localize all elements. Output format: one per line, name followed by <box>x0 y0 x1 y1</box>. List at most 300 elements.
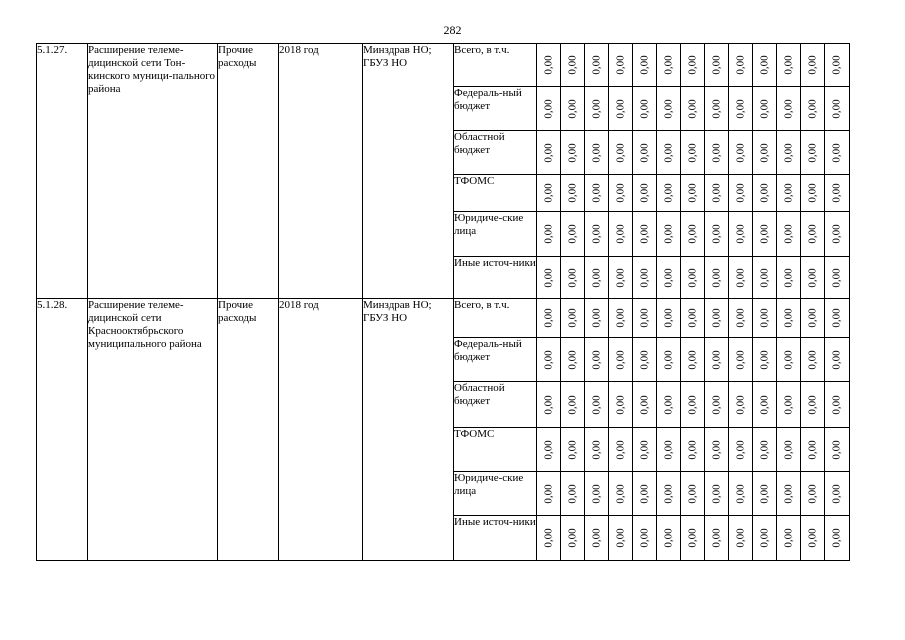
amount-cell <box>561 257 585 299</box>
amount-value: 0,00 <box>566 528 578 548</box>
amount-value: 0,00 <box>806 394 818 415</box>
amount-value: 0,00 <box>734 528 746 548</box>
amount-value: 0,00 <box>614 142 626 163</box>
amount-cell <box>657 516 681 561</box>
amount-cell <box>753 131 777 175</box>
amount-cell <box>729 44 753 87</box>
amount-cell <box>729 212 753 257</box>
amount-cell <box>705 472 729 516</box>
budget-table <box>36 43 850 561</box>
amount-cell <box>705 44 729 87</box>
amount-value: 0,00 <box>806 142 818 163</box>
amount-cell <box>657 87 681 131</box>
amount-value: 0,00 <box>830 483 843 504</box>
amount-cell <box>705 175 729 212</box>
amount-value: 0,00 <box>566 394 578 415</box>
amount-cell <box>633 472 657 516</box>
amount-value: 0,00 <box>830 98 843 119</box>
amount-cell <box>705 338 729 382</box>
amount-value: 0,00 <box>758 55 770 75</box>
amount-value: 0,00 <box>782 394 794 415</box>
amount-value: 0,00 <box>734 308 746 328</box>
amount-cell <box>753 212 777 257</box>
amount-cell <box>825 87 850 131</box>
amount-cell <box>705 428 729 472</box>
amount-cell <box>753 175 777 212</box>
amount-value: 0,00 <box>758 439 770 460</box>
amount-value: 0,00 <box>710 439 722 460</box>
amount-cell <box>681 428 705 472</box>
amount-value: 0,00 <box>710 142 722 163</box>
amount-cell <box>537 428 561 472</box>
amount-cell <box>729 131 753 175</box>
amount-cell <box>705 131 729 175</box>
amount-cell <box>681 516 705 561</box>
row-executor: Минздрав НО; ГБУЗ НО <box>363 299 454 561</box>
amount-value: 0,00 <box>830 183 843 203</box>
amount-value: 0,00 <box>614 528 626 548</box>
amount-value: 0,00 <box>590 224 602 244</box>
amount-cell <box>609 516 633 561</box>
amount-cell <box>753 87 777 131</box>
amount-value: 0,00 <box>782 483 794 504</box>
amount-cell <box>681 338 705 382</box>
amount-value: 0,00 <box>614 439 626 460</box>
amount-value: 0,00 <box>662 142 674 163</box>
amount-cell <box>561 212 585 257</box>
amount-value: 0,00 <box>758 308 770 328</box>
amount-cell <box>729 87 753 131</box>
amount-cell <box>681 131 705 175</box>
amount-cell <box>777 212 801 257</box>
amount-cell <box>633 428 657 472</box>
amount-value: 0,00 <box>590 394 602 415</box>
amount-cell <box>681 87 705 131</box>
amount-value: 0,00 <box>614 394 626 415</box>
amount-value: 0,00 <box>662 98 674 119</box>
amount-cell <box>633 131 657 175</box>
funding-source-label: Юридиче-ские лица <box>454 212 537 257</box>
amount-cell <box>537 87 561 131</box>
amount-value: 0,00 <box>758 394 770 415</box>
amount-value: 0,00 <box>542 98 554 119</box>
amount-value: 0,00 <box>686 267 698 288</box>
amount-cell <box>585 382 609 428</box>
amount-value: 0,00 <box>710 528 722 548</box>
amount-value: 0,00 <box>686 224 698 244</box>
amount-value: 0,00 <box>614 183 626 203</box>
amount-cell <box>729 257 753 299</box>
amount-cell <box>561 338 585 382</box>
amount-cell <box>657 338 681 382</box>
amount-cell <box>561 131 585 175</box>
amount-value: 0,00 <box>806 439 818 460</box>
amount-value: 0,00 <box>686 483 698 504</box>
row-name: Расширение телеме-дицинской сети Краснооктябрьского муниципального района <box>88 299 218 561</box>
amount-cell <box>657 212 681 257</box>
amount-cell <box>801 382 825 428</box>
amount-value: 0,00 <box>614 55 626 75</box>
amount-cell <box>537 338 561 382</box>
amount-cell <box>633 87 657 131</box>
amount-cell <box>585 472 609 516</box>
amount-value: 0,00 <box>686 394 698 415</box>
amount-cell <box>609 428 633 472</box>
amount-cell <box>777 44 801 87</box>
amount-value: 0,00 <box>710 98 722 119</box>
amount-value: 0,00 <box>734 55 746 75</box>
amount-value: 0,00 <box>782 224 794 244</box>
amount-cell <box>633 299 657 338</box>
amount-cell <box>585 44 609 87</box>
amount-value: 0,00 <box>542 439 554 460</box>
amount-cell <box>705 212 729 257</box>
amount-value: 0,00 <box>782 98 794 119</box>
amount-value: 0,00 <box>806 308 818 328</box>
amount-cell <box>537 299 561 338</box>
amount-cell <box>561 299 585 338</box>
amount-value: 0,00 <box>734 349 746 370</box>
amount-cell <box>537 382 561 428</box>
amount-value: 0,00 <box>686 142 698 163</box>
amount-cell <box>825 44 850 87</box>
table-body <box>37 44 850 561</box>
amount-value: 0,00 <box>542 308 554 328</box>
amount-value: 0,00 <box>806 224 818 244</box>
amount-value: 0,00 <box>638 528 650 548</box>
amount-cell <box>729 382 753 428</box>
amount-value: 0,00 <box>686 183 698 203</box>
amount-value: 0,00 <box>710 267 722 288</box>
amount-cell <box>753 44 777 87</box>
amount-value: 0,00 <box>758 98 770 119</box>
amount-cell <box>705 257 729 299</box>
table-row <box>37 299 850 338</box>
amount-value: 0,00 <box>710 55 722 75</box>
amount-cell <box>657 175 681 212</box>
amount-value: 0,00 <box>542 267 554 288</box>
funding-source-label: Федераль-ный бюджет <box>454 87 537 131</box>
amount-cell <box>729 175 753 212</box>
amount-cell <box>561 87 585 131</box>
amount-value: 0,00 <box>566 308 578 328</box>
amount-cell <box>753 428 777 472</box>
amount-value: 0,00 <box>734 142 746 163</box>
amount-cell <box>825 131 850 175</box>
amount-value: 0,00 <box>662 55 674 75</box>
amount-value: 0,00 <box>638 224 650 244</box>
amount-cell <box>825 175 850 212</box>
amount-value: 0,00 <box>566 224 578 244</box>
amount-value: 0,00 <box>758 224 770 244</box>
amount-cell <box>657 299 681 338</box>
funding-source-label: Всего, в т.ч. <box>454 299 537 338</box>
amount-value: 0,00 <box>662 394 674 415</box>
amount-value: 0,00 <box>830 528 843 548</box>
amount-value: 0,00 <box>782 528 794 548</box>
amount-value: 0,00 <box>542 349 554 370</box>
amount-cell <box>777 131 801 175</box>
amount-cell <box>681 44 705 87</box>
amount-value: 0,00 <box>782 183 794 203</box>
amount-cell <box>633 44 657 87</box>
amount-value: 0,00 <box>638 349 650 370</box>
amount-cell <box>681 382 705 428</box>
amount-cell <box>801 212 825 257</box>
amount-value: 0,00 <box>830 394 843 415</box>
amount-value: 0,00 <box>806 349 818 370</box>
amount-value: 0,00 <box>590 98 602 119</box>
amount-cell <box>753 257 777 299</box>
amount-cell <box>753 338 777 382</box>
amount-value: 0,00 <box>614 349 626 370</box>
amount-value: 0,00 <box>542 394 554 415</box>
amount-value: 0,00 <box>782 55 794 75</box>
amount-value: 0,00 <box>566 55 578 75</box>
amount-value: 0,00 <box>806 98 818 119</box>
amount-cell <box>777 175 801 212</box>
amount-cell <box>657 428 681 472</box>
amount-value: 0,00 <box>590 142 602 163</box>
amount-cell <box>825 299 850 338</box>
amount-value: 0,00 <box>710 224 722 244</box>
amount-cell <box>633 257 657 299</box>
amount-value: 0,00 <box>590 439 602 460</box>
funding-source-label: Всего, в т.ч. <box>454 44 537 87</box>
amount-value: 0,00 <box>830 224 843 244</box>
row-code: 5.1.27. <box>37 44 88 299</box>
amount-cell <box>537 44 561 87</box>
amount-cell <box>777 338 801 382</box>
amount-value: 0,00 <box>638 439 650 460</box>
amount-cell <box>585 299 609 338</box>
amount-cell <box>585 428 609 472</box>
amount-value: 0,00 <box>710 483 722 504</box>
amount-cell <box>561 516 585 561</box>
amount-cell <box>825 428 850 472</box>
amount-cell <box>561 175 585 212</box>
amount-value: 0,00 <box>542 142 554 163</box>
amount-value: 0,00 <box>614 98 626 119</box>
amount-cell <box>825 472 850 516</box>
amount-cell <box>537 212 561 257</box>
amount-value: 0,00 <box>830 439 843 460</box>
amount-value: 0,00 <box>638 267 650 288</box>
amount-value: 0,00 <box>662 267 674 288</box>
amount-value: 0,00 <box>542 528 554 548</box>
amount-cell <box>705 516 729 561</box>
amount-value: 0,00 <box>566 483 578 504</box>
amount-cell <box>657 382 681 428</box>
amount-value: 0,00 <box>614 483 626 504</box>
amount-value: 0,00 <box>782 142 794 163</box>
amount-value: 0,00 <box>830 267 843 288</box>
amount-cell <box>825 212 850 257</box>
amount-value: 0,00 <box>734 98 746 119</box>
amount-value: 0,00 <box>758 183 770 203</box>
amount-cell <box>801 299 825 338</box>
amount-cell <box>801 175 825 212</box>
amount-cell <box>825 382 850 428</box>
amount-value: 0,00 <box>710 394 722 415</box>
amount-cell <box>777 87 801 131</box>
amount-value: 0,00 <box>782 267 794 288</box>
amount-cell <box>537 472 561 516</box>
amount-cell <box>585 131 609 175</box>
funding-source-label: Областной бюджет <box>454 382 537 428</box>
amount-cell <box>705 299 729 338</box>
amount-cell <box>801 131 825 175</box>
amount-cell <box>657 131 681 175</box>
amount-cell <box>585 516 609 561</box>
amount-cell <box>681 212 705 257</box>
amount-value: 0,00 <box>710 308 722 328</box>
amount-value: 0,00 <box>758 349 770 370</box>
row-period: 2018 год <box>279 44 363 299</box>
amount-value: 0,00 <box>734 267 746 288</box>
amount-cell <box>609 472 633 516</box>
row-expense-type: Прочие расходы <box>218 44 279 299</box>
amount-value: 0,00 <box>662 349 674 370</box>
funding-source-label: Иные источ-ники <box>454 516 537 561</box>
amount-cell <box>801 516 825 561</box>
amount-value: 0,00 <box>710 183 722 203</box>
amount-cell <box>729 428 753 472</box>
amount-cell <box>609 87 633 131</box>
amount-cell <box>825 338 850 382</box>
amount-cell <box>609 175 633 212</box>
amount-cell <box>681 299 705 338</box>
amount-cell <box>753 472 777 516</box>
amount-value: 0,00 <box>830 142 843 163</box>
amount-cell <box>609 299 633 338</box>
amount-value: 0,00 <box>590 528 602 548</box>
amount-cell <box>585 257 609 299</box>
amount-cell <box>609 338 633 382</box>
amount-cell <box>801 87 825 131</box>
amount-value: 0,00 <box>758 267 770 288</box>
funding-source-label: Иные источ-ники <box>454 257 537 299</box>
amount-cell <box>729 472 753 516</box>
amount-value: 0,00 <box>686 55 698 75</box>
amount-cell <box>753 516 777 561</box>
amount-value: 0,00 <box>806 528 818 548</box>
amount-value: 0,00 <box>662 224 674 244</box>
amount-cell <box>609 131 633 175</box>
amount-cell <box>777 299 801 338</box>
amount-value: 0,00 <box>614 224 626 244</box>
amount-cell <box>585 175 609 212</box>
amount-cell <box>729 516 753 561</box>
amount-cell <box>777 516 801 561</box>
amount-cell <box>705 382 729 428</box>
amount-value: 0,00 <box>782 349 794 370</box>
funding-source-label: Юридиче-ские лица <box>454 472 537 516</box>
amount-value: 0,00 <box>590 349 602 370</box>
amount-value: 0,00 <box>638 98 650 119</box>
amount-value: 0,00 <box>638 183 650 203</box>
amount-value: 0,00 <box>638 142 650 163</box>
amount-cell <box>801 338 825 382</box>
amount-value: 0,00 <box>566 267 578 288</box>
amount-value: 0,00 <box>566 142 578 163</box>
amount-cell <box>825 257 850 299</box>
amount-value: 0,00 <box>566 439 578 460</box>
amount-cell <box>633 212 657 257</box>
row-name: Расширение телеме-дицинской сети Тон-кинского муници-пального района <box>88 44 218 299</box>
amount-cell <box>561 428 585 472</box>
amount-value: 0,00 <box>662 483 674 504</box>
row-code: 5.1.28. <box>37 299 88 561</box>
amount-value: 0,00 <box>806 267 818 288</box>
amount-cell <box>633 175 657 212</box>
amount-cell <box>777 472 801 516</box>
amount-cell <box>633 338 657 382</box>
amount-value: 0,00 <box>830 308 843 328</box>
amount-cell <box>561 382 585 428</box>
row-executor: Минздрав НО; ГБУЗ НО <box>363 44 454 299</box>
amount-value: 0,00 <box>734 394 746 415</box>
funding-source-label: Областной бюджет <box>454 131 537 175</box>
amount-value: 0,00 <box>710 349 722 370</box>
amount-value: 0,00 <box>806 55 818 75</box>
amount-cell <box>537 516 561 561</box>
amount-value: 0,00 <box>686 528 698 548</box>
amount-value: 0,00 <box>686 439 698 460</box>
amount-value: 0,00 <box>686 98 698 119</box>
amount-value: 0,00 <box>782 308 794 328</box>
amount-value: 0,00 <box>758 483 770 504</box>
amount-cell <box>777 257 801 299</box>
amount-value: 0,00 <box>734 224 746 244</box>
amount-value: 0,00 <box>758 142 770 163</box>
amount-value: 0,00 <box>590 267 602 288</box>
amount-cell <box>609 257 633 299</box>
amount-cell <box>801 257 825 299</box>
amount-value: 0,00 <box>734 439 746 460</box>
amount-value: 0,00 <box>686 349 698 370</box>
amount-value: 0,00 <box>590 183 602 203</box>
row-expense-type: Прочие расходы <box>218 299 279 561</box>
funding-source-label: Федераль-ный бюджет <box>454 338 537 382</box>
amount-cell <box>729 338 753 382</box>
amount-cell <box>801 44 825 87</box>
amount-value: 0,00 <box>686 308 698 328</box>
amount-value: 0,00 <box>590 55 602 75</box>
amount-cell <box>657 257 681 299</box>
amount-cell <box>537 257 561 299</box>
amount-value: 0,00 <box>638 394 650 415</box>
amount-value: 0,00 <box>638 308 650 328</box>
amount-value: 0,00 <box>542 183 554 203</box>
amount-value: 0,00 <box>830 55 843 75</box>
amount-cell <box>633 516 657 561</box>
amount-cell <box>681 257 705 299</box>
amount-value: 0,00 <box>590 308 602 328</box>
amount-cell <box>657 44 681 87</box>
amount-value: 0,00 <box>758 528 770 548</box>
amount-value: 0,00 <box>662 183 674 203</box>
amount-cell <box>633 382 657 428</box>
amount-cell <box>753 382 777 428</box>
amount-cell <box>801 428 825 472</box>
amount-cell <box>705 87 729 131</box>
amount-cell <box>729 299 753 338</box>
amount-value: 0,00 <box>566 98 578 119</box>
amount-cell <box>561 472 585 516</box>
amount-value: 0,00 <box>782 439 794 460</box>
amount-value: 0,00 <box>830 349 843 370</box>
